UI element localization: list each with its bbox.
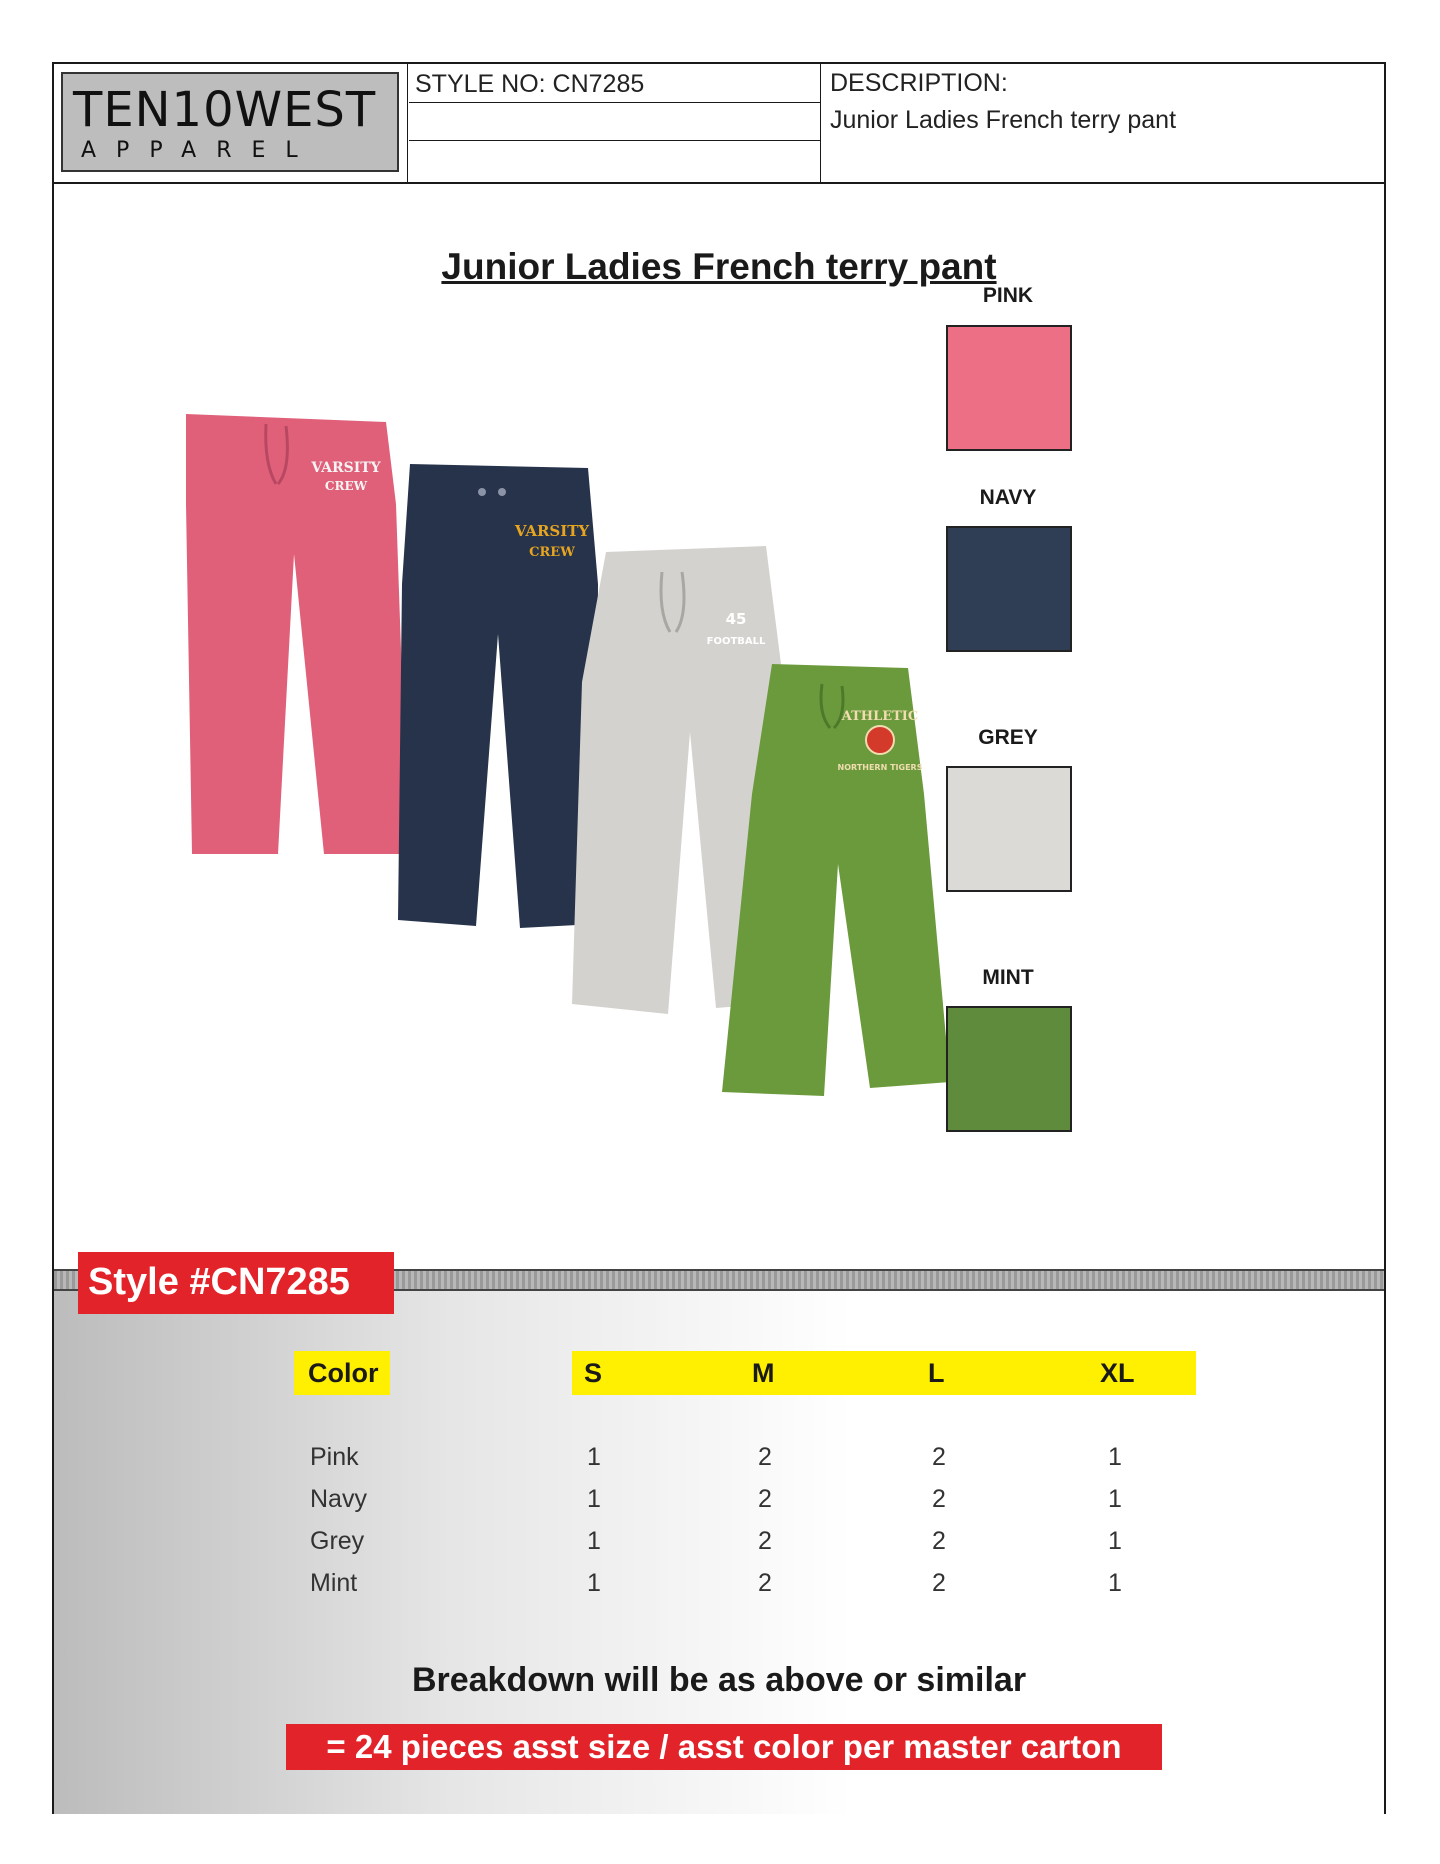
swatch-label-pink: PINK [982,284,1034,307]
table-header-m: M [752,1358,775,1388]
page-title: Junior Ladies French terry pant [441,246,997,287]
row-m: 2 [758,1527,772,1555]
divider [409,102,821,103]
row-color: Navy [310,1485,367,1513]
print-line: NORTHERN TIGERS [837,763,923,772]
logo-cell [54,64,408,182]
table-header-color: Color [294,1351,390,1395]
style-number: STYLE NO: CN7285 [415,70,645,98]
row-s: 1 [587,1485,601,1513]
row-xl: 1 [1108,1443,1122,1471]
print-line: CREW [529,545,575,560]
row-s: 1 [587,1443,601,1471]
description-label: DESCRIPTION: [830,69,1008,97]
swatch-label-mint: MINT [982,966,1034,989]
header-table [54,64,1384,184]
print-line: VARSITY [514,522,590,540]
logo-wordmark: TEN10WEST [73,82,377,138]
navy-pant-image [398,464,598,928]
carton-note: = 24 pieces asst size / asst color per master carton [286,1724,1162,1770]
row-l: 2 [932,1485,946,1513]
row-color: Pink [310,1443,359,1471]
line-sheet [52,62,1386,1814]
row-xl: 1 [1108,1569,1122,1597]
row-l: 2 [932,1527,946,1555]
swatch-grey [946,766,1072,892]
swatch-navy [946,526,1072,652]
row-s: 1 [587,1527,601,1555]
style-number-cell [409,64,821,182]
print-line: VARSITY [311,460,381,476]
row-l: 2 [932,1443,946,1471]
row-color: Mint [310,1569,358,1597]
description-text: Junior Ladies French terry pant [830,106,1177,134]
brand-logo [61,72,399,172]
row-m: 2 [758,1485,772,1513]
swatch-pink [946,325,1072,451]
style-banner: Style #CN7285 [78,1252,394,1314]
print-line: FOOTBALL [706,636,766,647]
row-l: 2 [932,1569,946,1597]
logo-subtitle: APPAREL [81,138,318,163]
row-m: 2 [758,1443,772,1471]
pink-pant-image [186,414,408,854]
row-s: 1 [587,1569,601,1597]
divider [409,140,821,141]
swatch-label-navy: NAVY [979,486,1037,509]
description-cell [822,64,1384,182]
swatch-label-grey: GREY [978,726,1038,749]
table-header-l: L [928,1358,945,1388]
table-header-xl: XL [1100,1358,1135,1388]
table-header-sizes [572,1351,1196,1395]
row-xl: 1 [1108,1485,1122,1513]
print-line: ATHLETIC [841,709,919,724]
table-header-s: S [584,1358,603,1388]
breakdown-note: Breakdown will be as above or similar [411,1661,1027,1699]
row-m: 2 [758,1569,772,1597]
row-color: Grey [310,1527,365,1555]
print-line: CREW [324,479,368,493]
print-line: 45 [725,610,747,628]
row-xl: 1 [1108,1527,1122,1555]
swatch-mint [946,1006,1072,1132]
product-photos [114,334,1074,1314]
